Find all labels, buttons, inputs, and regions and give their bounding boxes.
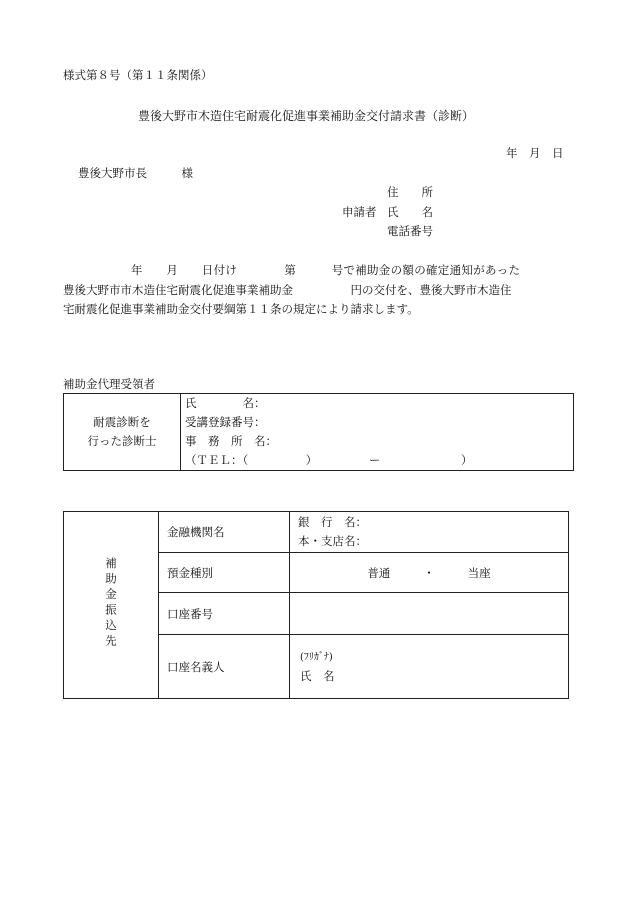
account-number-label: 口座番号 — [159, 593, 290, 635]
agent-table — [63, 393, 574, 471]
deposit-normal: 普通 — [367, 565, 391, 580]
furigana-label: (ﾌﾘｶﾞﾅ) — [300, 651, 333, 663]
account-holder-fields — [290, 635, 569, 699]
applicant-name-label: 氏 名 — [387, 205, 433, 219]
agent-section-title: 補助金代理受領者 — [63, 377, 155, 391]
agent-registration-field: 受講登録番号： — [185, 415, 266, 429]
transfer-vertical-label — [64, 512, 159, 699]
transfer-table — [63, 511, 569, 699]
date-line: 年 月 日 — [506, 146, 564, 160]
agent-label-line-1: 耐震診断を — [93, 415, 151, 429]
agent-row-label — [64, 394, 181, 471]
agent-tel-field: （ＴＥＬ：（ ） ー ） — [185, 453, 473, 467]
deposit-current: 当座 — [467, 565, 491, 580]
bank-label: 金融機関名 — [159, 512, 290, 553]
branch-name-field: 本・支店名： — [298, 534, 367, 548]
applicant-label: 申請者 — [342, 205, 377, 219]
body-line-3: 宅耐震化促進事業補助金交付要綱第１１条の規定により請求します。 — [63, 302, 419, 316]
agent-office-field: 事 務 所 名： — [185, 434, 277, 448]
bank-name-field: 銀 行 名： — [298, 515, 367, 529]
applicant-phone-label: 電話番号 — [387, 224, 433, 238]
form-title: 豊後大野市木造住宅耐震化促進事業補助金交付請求書（診断） — [138, 109, 475, 123]
form-number: 様式第８号（第１１条関係） — [63, 68, 213, 82]
agent-name-field: 氏 名： — [185, 396, 266, 410]
body-line-2: 豊後大野市市木造住宅耐震化促進事業補助金 円の交付を、豊後大野市木造住 — [63, 283, 512, 297]
holder-name-field: 氏 名 — [300, 668, 335, 683]
deposit-separator: ・ — [423, 565, 435, 580]
transfer-label-text: 補助金振込先 — [104, 557, 118, 650]
body-line-1: 年 月 日付け 第 号で補助金の額の確定通知があった — [131, 263, 521, 277]
applicant-address-label: 住 所 — [387, 185, 433, 199]
bank-fields — [290, 512, 569, 553]
addressee: 豊後大野市長 様 — [78, 166, 193, 180]
account-holder-label: 口座名義人 — [159, 635, 290, 699]
account-number-field — [290, 593, 569, 635]
deposit-type-options — [290, 553, 569, 593]
agent-label-line-2: 行った診断士 — [87, 434, 157, 448]
agent-details — [181, 394, 574, 471]
deposit-type-label: 預金種別 — [159, 553, 290, 593]
